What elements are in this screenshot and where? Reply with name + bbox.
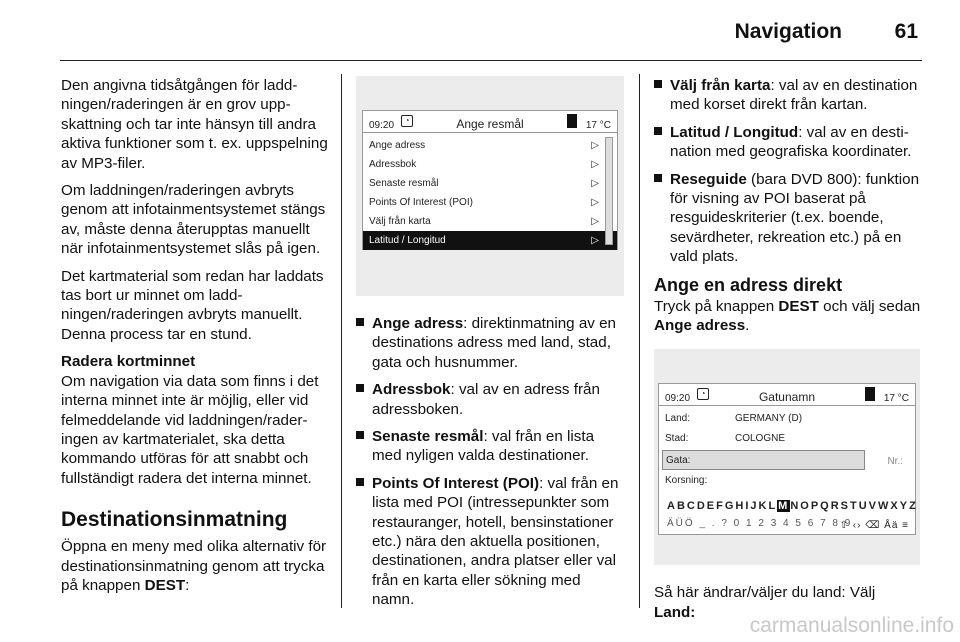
option-list	[654, 76, 924, 267]
clock-icon: ◔	[697, 388, 709, 400]
bullet-icon	[356, 478, 364, 486]
page-header	[0, 0, 960, 62]
list-item: Points Of Interest (POI): val från en lista med POI (intressepunkter som restauranger, hotell, bensinstationer etc.) nära den aktuella positionen, destinationen, andra platser eller val från en karta eller sökning med namn.	[356, 474, 624, 610]
status-bar	[659, 384, 915, 406]
bullet-icon	[356, 431, 364, 439]
keyboard-row-letters[interactable]: ABCDEFGHIJKLMNOPQRSTUVWXYZ	[667, 500, 918, 513]
list-item: Senaste resmål: val från en lista med nyligen valda destinationer.	[356, 427, 624, 466]
header-rule	[60, 60, 922, 61]
paragraph: Om laddningen/raderingen avbryts genom att infotainmentsystemet stängs av, måste denna återupptas manuellt när infotainmentsystemet slås på igen.	[61, 182, 326, 258]
list-item: Adressbok: val av en adress från adressboken.	[356, 380, 624, 419]
chevron-right-icon: ▷	[591, 140, 599, 151]
paragraph: Det kartmaterial som redan har laddats tas bort ur minnet om laddningen/raderingen avbryts manuellt. Denna process tar en stund.	[61, 267, 324, 343]
list-item: Ange adress: direktinmatning av en destinations adress med land, stad, gata och husnummer.	[356, 314, 624, 372]
column-divider-1	[341, 74, 342, 608]
menu-item-valj-fran-karta[interactable]: Välj från karta ▷	[363, 212, 617, 231]
thermometer-icon	[567, 114, 577, 128]
bullet-icon	[356, 384, 364, 392]
paragraph: Tryck på knappen DEST och välj sedan Ange adress.	[654, 297, 921, 335]
screen-title: Gatunamn	[758, 390, 816, 405]
screen-title: Ange resmål	[456, 117, 524, 131]
paragraph: Öppna en meny med olika alternativ för destinationsinmatning genom att trycka på knappen DEST:	[61, 538, 327, 594]
dest-key-label: DEST	[144, 576, 186, 594]
keyboard-row-digits[interactable]: ÄÜÖ _ . ? 0 1 2 3 4 5 6 7 8 9 ⇧ ‹› ⌫ Åä ≡	[659, 515, 915, 533]
bullet-icon	[356, 318, 364, 326]
paragraph: Den angivna tidsåtgången för laddningen/raderingen är en grov uppskattning och tar inte hänsyn till andra aktiva funktioner som t. ex. uppspelning av MP3-filer.	[61, 77, 328, 172]
field-gata[interactable]: Gata:	[662, 450, 865, 470]
column-3	[654, 76, 924, 630]
menu-item-senaste-resmal[interactable]: Senaste resmål ▷	[363, 174, 617, 193]
menu-item-ange-adress[interactable]: Ange adress ▷	[363, 136, 617, 155]
screen-panel	[658, 383, 916, 535]
option-list	[356, 314, 624, 610]
page-title: Navigation	[734, 20, 842, 43]
paragraph: Så här ändrar/väljer du land: Välj Land:	[654, 584, 876, 621]
thermometer-icon	[865, 387, 875, 401]
chevron-right-icon: ▷	[591, 197, 599, 208]
temperature: 17 °C	[883, 393, 909, 405]
screenshot-gatunamn	[654, 349, 920, 565]
field-stad[interactable]: Stad: COLOGNE	[665, 433, 786, 445]
column-2	[356, 76, 624, 618]
menu-item-latitud-longitud[interactable]: Latitud / Longitud ▷	[363, 231, 617, 250]
field-nr[interactable]: Nr.:	[887, 456, 903, 468]
chevron-right-icon: ▷	[591, 235, 599, 246]
list-item: Latitud / Longitud: val av en destination med geografiska koordinater.	[654, 123, 924, 162]
list-item: Välj från karta: val av en destination med korset direkt från kartan.	[654, 76, 924, 115]
menu-item-poi[interactable]: Points Of Interest (POI) ▷	[363, 193, 617, 212]
page-number: 61	[894, 20, 918, 43]
column-divider-2	[639, 74, 640, 608]
temperature: 17 °C	[585, 120, 611, 131]
status-bar	[363, 111, 617, 133]
screen-panel	[362, 110, 618, 250]
paragraph: Om navigation via data som finns i det interna minnet inte är möjlig, eller vid felmeddelande vid laddningen/raderingen av kartmaterialet, ska detta kommando utföras för att snabbt och fullständigt radera det interna minnet.	[61, 372, 319, 487]
list-item: Reseguide (bara DVD 800): funktion för visning av POI baserat på resguideskriterier (t.ex. boende, sevärdheter, rekreation etc.) på en vald plats.	[654, 170, 924, 267]
clock-icon: ◔	[401, 115, 413, 127]
menu-item-adressbok[interactable]: Adressbok ▷	[363, 155, 617, 174]
bullet-icon	[654, 80, 662, 88]
bullet-icon	[654, 127, 662, 135]
column-1	[61, 76, 329, 603]
screenshot-ange-resmal	[356, 76, 624, 296]
field-korsning[interactable]: Korsning:	[665, 475, 708, 487]
bullet-icon	[654, 174, 662, 182]
field-land[interactable]: Land: GERMANY (D)	[665, 413, 803, 425]
watermark: carmanualsonline.info	[749, 614, 954, 637]
chevron-right-icon: ▷	[591, 159, 599, 170]
section-title-destinationsinmatning: Destinationsinmatning	[61, 508, 288, 532]
clock-time: 09:20	[665, 393, 691, 405]
keyboard-function-icons[interactable]: ⇧ ‹› ⌫ Åä ≡	[839, 520, 909, 532]
section-title-ange-adress-direkt: Ange en adress direkt	[654, 274, 843, 295]
clock-time: 09:20	[369, 120, 395, 131]
chevron-right-icon: ▷	[591, 216, 599, 227]
scrollbar[interactable]	[605, 137, 613, 245]
chevron-right-icon: ▷	[591, 178, 599, 189]
subheading-radera: Radera kortminnet	[61, 353, 196, 371]
